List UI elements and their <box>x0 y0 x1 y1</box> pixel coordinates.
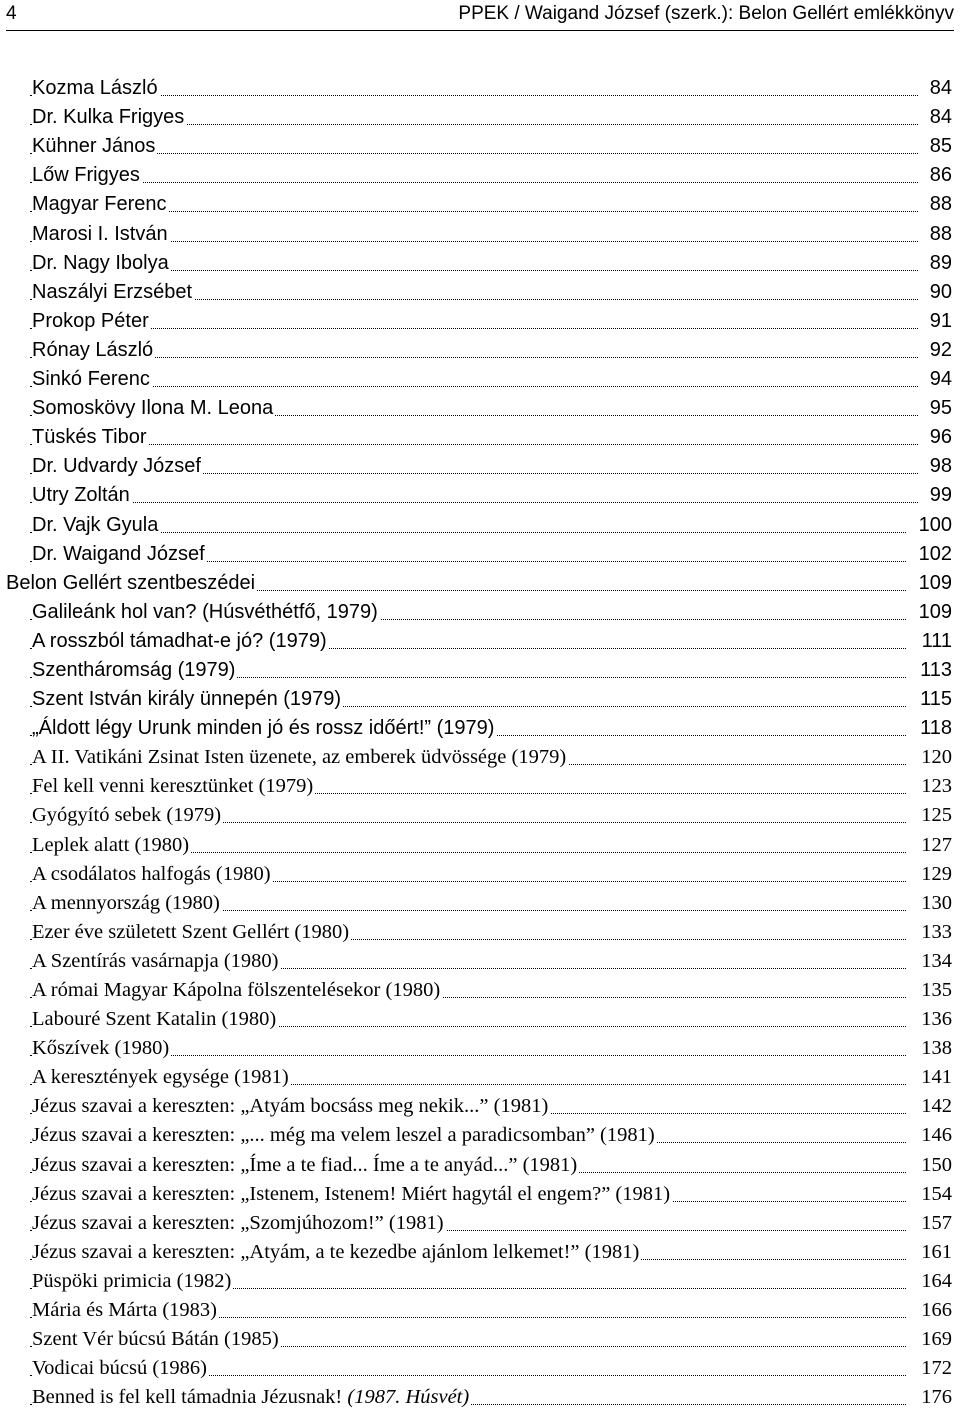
toc-entry-page: 89 <box>928 249 952 278</box>
toc-entry-title <box>32 1354 209 1383</box>
toc-entry-title-text: Jézus szavai a kereszten: „Atyám bocsáss meg nekik...” (1981) <box>32 1095 549 1118</box>
toc-entry <box>0 103 960 132</box>
toc-entry-title <box>32 1092 550 1121</box>
toc-entry-title <box>32 423 148 452</box>
toc-entry-page: 109 <box>917 569 952 598</box>
toc-entry-title <box>32 627 329 656</box>
toc-entry-page: 88 <box>928 220 952 249</box>
toc-entry-title-text: Labouré Szent Katalin (1980) <box>32 1008 277 1031</box>
toc-entry <box>0 627 960 656</box>
toc-entry-title <box>32 947 281 976</box>
toc-entry-title <box>32 831 191 860</box>
toc-entry-title <box>6 569 257 598</box>
toc-entry-title-text: A római Magyar Kápolna fölszentelésekor (1980) <box>32 979 441 1001</box>
toc-entry-page: 92 <box>928 336 952 365</box>
toc-entry <box>0 947 960 976</box>
toc-entry-page: 125 <box>919 801 952 830</box>
toc-entry-title-text: Szent István király ünnepén (1979) <box>32 688 342 711</box>
toc-entry <box>0 714 960 743</box>
toc-entry-title <box>32 394 275 423</box>
dot-leader <box>30 386 918 387</box>
toc-entry-page: 118 <box>918 714 952 743</box>
toc-entry <box>0 598 960 627</box>
toc-entry <box>0 801 960 830</box>
toc-entry <box>0 1150 960 1179</box>
toc-entry-page: 91 <box>928 307 952 336</box>
toc-entry <box>0 219 960 248</box>
toc-entry-title-text: Jézus szavai a kereszten: „Szomjúhozom!” (1981) <box>32 1211 444 1234</box>
toc-entry-title <box>32 365 152 394</box>
toc-entry <box>0 423 960 452</box>
toc-entry-title-italic: (1987. Húsvét) <box>347 1386 470 1409</box>
toc-entry-title-text: Marosi I. István <box>32 222 168 245</box>
toc-entry-title <box>32 685 343 714</box>
toc-entry-page: 129 <box>919 860 952 889</box>
toc-entry-title-text: Belon Gellért szentbeszédei <box>6 571 256 594</box>
page-number: 4 <box>6 3 17 24</box>
toc-entry-title-text: Kozma László <box>32 77 158 100</box>
toc-entry-title-text: Jézus szavai a kereszten: „Íme a te fiad... Íme a te anyád...” (1981) <box>32 1153 578 1176</box>
toc-entry-page: 100 <box>917 511 952 540</box>
toc-entry-page: 134 <box>919 947 952 976</box>
toc-entry <box>0 1238 960 1267</box>
toc-entry-title-text: Dr. Vajk Gyula <box>32 513 159 536</box>
toc-entry-title <box>32 540 207 569</box>
toc-entry-title-text: A mennyország (1980) <box>32 891 220 914</box>
toc-entry <box>0 1296 960 1325</box>
toc-entry-title <box>32 190 169 219</box>
toc-entry-title <box>32 1063 291 1092</box>
toc-entry-title-text: A Szentírás vasárnapja (1980) <box>32 949 279 972</box>
toc-entry-title-text: Rónay László <box>32 338 154 361</box>
toc-entry-page: 161 <box>919 1238 952 1267</box>
running-header <box>6 0 954 31</box>
toc-entry-title <box>32 103 186 132</box>
toc-entry <box>0 307 960 336</box>
toc-entry-title-text: Naszályi Erzsébet <box>32 280 193 303</box>
toc-entry <box>0 510 960 539</box>
toc-entry <box>0 161 960 190</box>
toc-entry-title <box>32 1034 171 1063</box>
toc-entry-title-text: Gyógyító sebek (1979) <box>32 804 222 827</box>
toc-entry-page: 94 <box>928 365 952 394</box>
toc-entry-title <box>32 220 170 249</box>
toc-entry-title <box>32 743 568 772</box>
dot-leader <box>30 357 918 358</box>
dot-leader <box>30 502 918 503</box>
toc-entry-title <box>32 336 155 365</box>
toc-entry-title-text: Kőszívek (1980) <box>32 1037 170 1060</box>
toc-entry <box>0 569 960 598</box>
toc-entry-title <box>32 132 157 161</box>
toc-entry-page: 169 <box>919 1325 952 1354</box>
toc-entry <box>0 74 960 103</box>
toc-entry-title-text: Dr. Waigand József <box>32 542 205 565</box>
toc-entry <box>0 1209 960 1238</box>
toc-entry-page: 138 <box>919 1034 952 1063</box>
toc-entry-title-text: Jézus szavai a kereszten: „Atyám, a te kezedbe ajánlom lelkemet!” (1981) <box>32 1240 640 1263</box>
toc-entry <box>0 540 960 569</box>
toc-entry <box>0 685 960 714</box>
toc-entry <box>0 1325 960 1354</box>
toc-entry-title-text: Utry Zoltán <box>32 484 130 507</box>
toc-entry-page: 154 <box>919 1180 952 1209</box>
toc-entry-title-text: Szentháromság (1979) <box>32 658 236 681</box>
toc-entry <box>0 1354 960 1383</box>
running-title: PPEK / Waigand József (szerk.): Belon Gellért emlékkönyv <box>458 3 954 24</box>
toc-entry-page: 85 <box>928 132 952 161</box>
toc-entry <box>0 452 960 481</box>
toc-entry <box>0 365 960 394</box>
toc-entry-page: 146 <box>919 1121 952 1150</box>
toc-entry-page: 84 <box>928 103 952 132</box>
toc-entry <box>0 190 960 219</box>
toc-entry-title-text: Magyar Ferenc <box>32 193 167 216</box>
toc-entry-title <box>32 74 160 103</box>
toc-entry <box>0 860 960 889</box>
toc-entry-title-text: Ezer éve született Szent Gellért (1980) <box>32 920 350 943</box>
toc-entry-page: 133 <box>919 918 952 947</box>
dot-leader <box>30 328 918 329</box>
toc-entry-title <box>32 889 222 918</box>
toc-entry-title-text: „Áldott légy Urunk minden jó és rossz időért!” (1979) <box>32 717 495 740</box>
toc-entry-title-text: Dr. Udvardy József <box>32 455 201 478</box>
toc-entry-page: 166 <box>919 1296 952 1325</box>
toc-entry-title-text: Jézus szavai a kereszten: „Istenem, Istenem! Miért hagytál el engem?” (1981) <box>32 1182 671 1205</box>
dot-leader <box>30 153 918 154</box>
dot-leader <box>30 95 918 96</box>
toc-entry <box>0 394 960 423</box>
toc-entry-title-text: Vodicai búcsú (1986) <box>32 1357 207 1380</box>
dot-leader <box>30 532 906 533</box>
toc-entry-title-text: A keresztények egysége (1981) <box>32 1066 289 1089</box>
toc-entry-title-text: Mária és Márta (1983) <box>32 1299 218 1322</box>
toc-entry-page: 120 <box>919 743 952 772</box>
table-of-contents <box>0 74 960 1412</box>
dot-leader <box>30 444 918 445</box>
toc-entry-title-text: Somoskövy Ilona M. Leona <box>32 397 274 420</box>
toc-entry-title-text: A csodálatos halfogás (1980) <box>32 862 271 885</box>
toc-entry-page: 142 <box>919 1092 952 1121</box>
toc-entry-title-text: Dr. Nagy Ibolya <box>32 251 169 274</box>
dot-leader <box>30 182 918 183</box>
toc-entry-title <box>32 772 315 801</box>
toc-entry-page: 157 <box>919 1209 952 1238</box>
toc-entry <box>0 132 960 161</box>
toc-entry-title <box>32 1296 219 1325</box>
toc-entry-page: 84 <box>928 74 952 103</box>
toc-entry <box>0 249 960 278</box>
toc-entry-page: 164 <box>919 1267 952 1296</box>
toc-entry-page: 130 <box>919 889 952 918</box>
toc-entry-title-text: Kühner János <box>32 135 156 158</box>
toc-entry-page: 123 <box>919 772 952 801</box>
toc-entry-title-text: Lőw Frigyes <box>32 164 140 187</box>
toc-entry-page: 90 <box>928 278 952 307</box>
toc-entry-title <box>32 714 496 743</box>
toc-entry-title-text: Jézus szavai a kereszten: „... még ma velem leszel a paradicsomban” (1981) <box>32 1124 655 1147</box>
toc-entry-title-text: Tüskés Tibor <box>32 426 147 449</box>
toc-entry-title <box>32 1209 446 1238</box>
toc-entry-page: 172 <box>919 1354 952 1383</box>
toc-entry-title <box>32 161 142 190</box>
toc-entry <box>0 656 960 685</box>
toc-entry <box>0 1005 960 1034</box>
toc-entry-title <box>32 249 171 278</box>
toc-entry <box>0 1180 960 1209</box>
toc-entry <box>0 1092 960 1121</box>
toc-entry-page: 102 <box>917 540 952 569</box>
toc-entry-title <box>32 278 194 307</box>
toc-entry-title <box>32 1121 657 1150</box>
toc-entry <box>0 1267 960 1296</box>
toc-entry-page: 113 <box>918 656 952 685</box>
toc-entry-page: 141 <box>919 1063 952 1092</box>
toc-entry <box>0 743 960 772</box>
toc-entry-title <box>32 481 132 510</box>
toc-entry <box>0 481 960 510</box>
toc-entry-title-text: Prokop Péter <box>32 309 149 332</box>
toc-entry-title <box>32 918 351 947</box>
toc-entry-title <box>32 1180 672 1209</box>
toc-entry <box>0 889 960 918</box>
toc-entry-page: 88 <box>928 190 952 219</box>
toc-entry <box>0 976 960 1005</box>
toc-entry-page: 109 <box>917 598 952 627</box>
toc-entry-page: 98 <box>928 452 952 481</box>
toc-entry-title <box>32 452 203 481</box>
toc-entry-page: 96 <box>928 423 952 452</box>
toc-entry-title-text: Leplek alatt (1980) <box>32 833 190 856</box>
toc-entry-page: 136 <box>919 1005 952 1034</box>
toc-entry <box>0 830 960 859</box>
toc-entry-title <box>32 307 151 336</box>
toc-entry-title <box>32 1325 281 1354</box>
toc-entry <box>0 1063 960 1092</box>
toc-entry-title <box>32 1005 278 1034</box>
toc-entry <box>0 336 960 365</box>
toc-entry-title <box>32 1267 233 1296</box>
toc-entry-page: 176 <box>919 1383 952 1412</box>
toc-entry-page: 86 <box>928 161 952 190</box>
toc-entry-title-text: Püspöki primicia (1982) <box>32 1269 232 1292</box>
toc-entry-page: 127 <box>919 831 952 860</box>
toc-entry <box>0 772 960 801</box>
toc-entry-title-text: Fel kell venni keresztünket (1979) <box>32 775 314 798</box>
toc-entry-title-text: Galileánk hol van? (Húsvéthétfő, 1979) <box>32 600 378 623</box>
toc-entry-page: 135 <box>919 976 952 1005</box>
toc-entry-title-text: Sinkó Ferenc <box>32 368 150 391</box>
toc-entry <box>0 1034 960 1063</box>
toc-entry-title <box>32 801 223 830</box>
toc-entry-page: 150 <box>919 1151 952 1180</box>
toc-entry-title-text: A II. Vatikáni Zsinat Isten üzenete, az emberek üdvössége (1979) <box>32 746 567 769</box>
toc-entry-title <box>32 1151 579 1180</box>
toc-entry-title-text: Benned is fel kell támadnia Jézusnak! <box>32 1386 343 1409</box>
toc-entry-title <box>32 976 442 1005</box>
toc-entry-title <box>32 598 380 627</box>
toc-entry-title <box>32 1238 641 1267</box>
toc-entry-title-text: A rosszból támadhat-e jó? (1979) <box>32 629 327 652</box>
toc-entry <box>0 278 960 307</box>
toc-entry-page: 99 <box>928 481 952 510</box>
toc-entry-title-text: Dr. Kulka Frigyes <box>32 106 185 129</box>
toc-entry-title <box>32 656 237 685</box>
toc-entry-title-text: Szent Vér búcsú Bátán (1985) <box>32 1328 279 1351</box>
toc-entry <box>0 918 960 947</box>
toc-entry-page: 95 <box>928 394 952 423</box>
toc-entry-title <box>32 511 160 540</box>
toc-entry-page: 115 <box>918 685 952 714</box>
toc-entry-page: 111 <box>920 627 952 656</box>
toc-entry <box>0 1121 960 1150</box>
toc-entry-title <box>32 860 273 889</box>
